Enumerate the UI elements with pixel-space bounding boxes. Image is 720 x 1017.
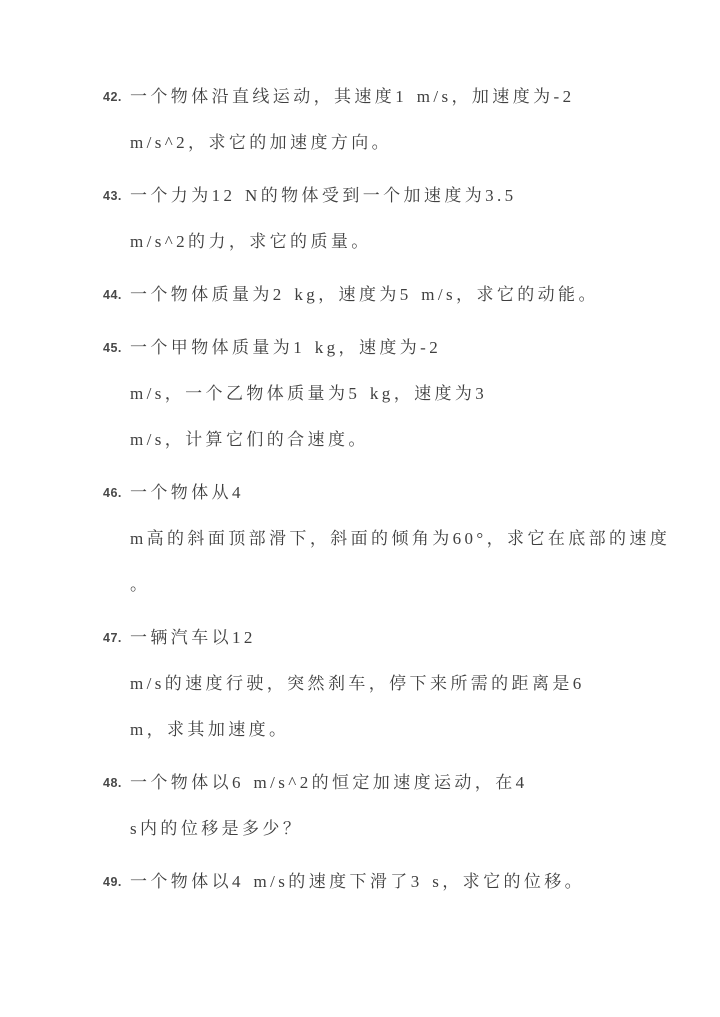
item-text-line: 一辆汽车以12 (130, 628, 256, 647)
item-text-line: 一个物体沿直线运动，其速度1 m/s，加速度为-2 (130, 87, 575, 106)
item-number: 44. (103, 288, 122, 302)
item-text-line: m/s^2的力，求它的质量。 (130, 232, 372, 251)
item-text-line: m/s，计算它们的合速度。 (130, 430, 369, 449)
problem-list (103, 74, 680, 912)
item-text-line: 一个力为12 N的物体受到一个加速度为3.5 (130, 186, 517, 205)
list-item-44 (103, 272, 680, 318)
item-number: 45. (103, 341, 122, 355)
item-number: 47. (103, 631, 122, 645)
list-item-45 (103, 325, 680, 463)
item-text-line: m/s的速度行驶，突然刹车，停下来所需的距离是6 (130, 674, 585, 693)
list-item-48 (103, 760, 680, 852)
item-number: 43. (103, 189, 122, 203)
item-number: 42. (103, 90, 122, 104)
list-item-46 (103, 470, 680, 608)
list-item-42 (103, 74, 680, 166)
item-number: 46. (103, 486, 122, 500)
item-number: 48. (103, 776, 122, 790)
item-text-line: m高的斜面顶部滑下，斜面的倾角为60°，求它在底部的速度 (130, 529, 671, 548)
list-item-47 (103, 615, 680, 753)
item-text-line: 一个物体以4 m/s的速度下滑了3 s，求它的位移。 (130, 872, 586, 891)
item-number: 49. (103, 875, 122, 889)
item-text-line: 一个甲物体质量为1 kg，速度为-2 (130, 338, 442, 357)
item-text-line: 一个物体质量为2 kg，速度为5 m/s，求它的动能。 (130, 285, 599, 304)
item-text-line: 。 (130, 575, 151, 594)
item-text-line: m，求其加速度。 (130, 720, 290, 739)
item-text-line: m/s，一个乙物体质量为5 kg，速度为3 (130, 384, 488, 403)
list-item-49 (103, 859, 680, 905)
list-item-43 (103, 173, 680, 265)
item-text-line: 一个物体以6 m/s^2的恒定加速度运动，在4 (130, 773, 528, 792)
item-text-line: s内的位移是多少？ (130, 819, 304, 838)
item-text-line: m/s^2，求它的加速度方向。 (130, 133, 393, 152)
item-text-line: 一个物体从4 (130, 483, 244, 502)
